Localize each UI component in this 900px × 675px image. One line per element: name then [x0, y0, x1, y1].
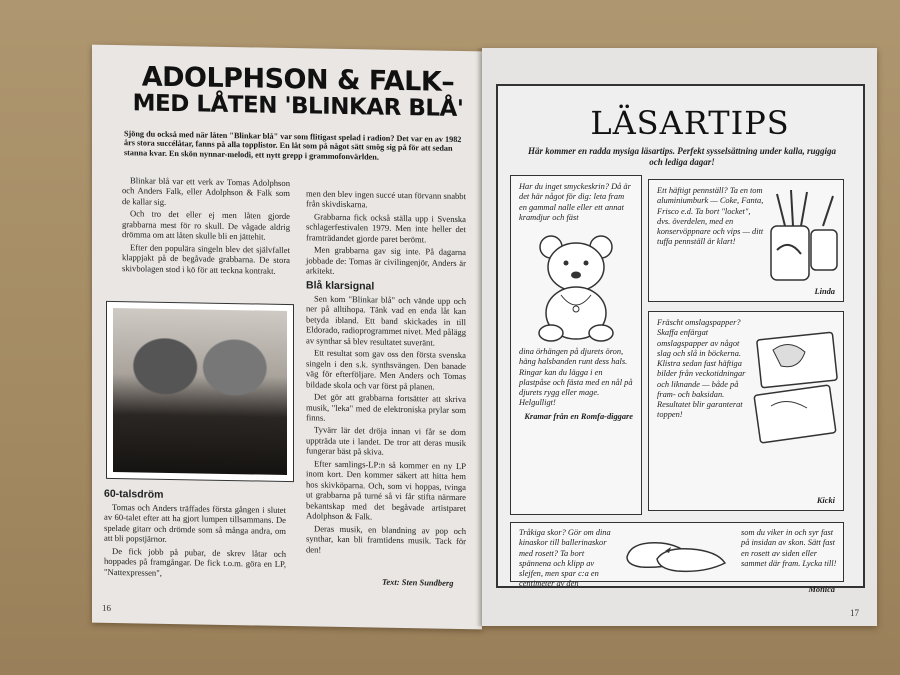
paragraph: Tomas och Anders träffades första gången i slutet av 60-talet efter att ha gjort lumpen tillsammans. De spelade gitarr och drömde som så många andra, om att bli popstjärnor. — [104, 501, 286, 545]
teddy-bear-illustration — [521, 225, 631, 345]
paragraph: Grabbarna fick också ställa upp i Svenska schlagerfestivalen 1979. Men inte heller det framträdandet gjorde paret berömt. — [306, 211, 466, 245]
tip-box-book-cover — [648, 311, 844, 511]
tip-text: Fräscht omslagspapper? Skaffa enfärgat omslagspapper av något slag och slå in böckerna. Klistra sedan fast häftiga bilder från veckotidningar och liknande — både på fram- och baksidan. Resultatet blir garanterat toppen! — [657, 318, 746, 420]
tip-text: Har du inget smyckeskrin? Då är det här något för dig: leta fram en gammal nalle eller ett annat kramdjur och fäst — [519, 182, 631, 222]
paragraph: Efter den populära singeln blev det självfallet klappjakt på de begåvade grabbarna. De stora skivbolagen stod i kö för att teckna kontrakt. — [122, 242, 290, 276]
article-ingress: Sjöng du också med när låten "Blinkar blå" var som flitigast spelad i radion? Det var en av 1982 års stora succélåtar, fanns på alla topplistor. En låt som på något sätt smög sig på för att sedan stanna kvar. En skön nynnar-melodi, ett nytt grepp i grammofonvärlden. — [124, 129, 462, 162]
paragraph: Och tro det eller ej men låten gjorde grabbarna mest för ro skull. De vågade aldrig drömma om att låten skulle bli en jättehit. — [122, 208, 290, 243]
tip-box-jewelry — [510, 175, 642, 515]
article-headline — [128, 63, 468, 121]
article-column-2 — [306, 188, 466, 559]
tips-title: LÄSARTIPS — [590, 104, 790, 142]
tip-box-shoes — [510, 522, 844, 594]
left-page — [92, 45, 482, 630]
tip-signature: Monica — [808, 584, 835, 594]
section-heading: Blå klarsignal — [306, 279, 375, 293]
paragraph: Men grabbarna gav sig inte. På dagarna jobbade de: Tomas är civilingenjör, Anders är arkitekt. — [306, 244, 466, 277]
tip-text: som du viker in och syr fast på insidan av skon. Sätt fast en rosett av siden eller sammet där fram. Lycka till! — [741, 528, 837, 568]
headline-line2: MED LÅTEN 'BLINKAR BLÅ' — [132, 90, 464, 123]
section-heading: 60-talsdröm — [104, 487, 164, 501]
article-column-1 — [122, 175, 290, 278]
tip-signature: Kicki — [816, 495, 835, 505]
tip-text: Ett häftigt pennställ? Ta en tom aluminiumburk — Coke, Fanta, Frisco e.d. Ta bort "locket", dvs. överdelen, med en konservöppnare och vips — ditt tuffa pennställ är klart! — [657, 186, 764, 247]
tip-signature: Kramar från en Romfa-diggare — [524, 411, 633, 421]
band-photo — [106, 301, 294, 482]
ballerina-shoes-illustration — [621, 527, 731, 577]
tip-box-pencil-holder — [648, 179, 844, 302]
tip-text: dina örhängen på djurets öron, häng halsbanden runt dess hals. Ringar kan du lägga i en plastpåse och fästa med en nål på djurets rygg eller mage. Helgulligt! — [519, 347, 633, 408]
paragraph: men den blev ingen succé utan förvann snabbt från skivdiskarna. — [306, 188, 466, 210]
open-magazine — [92, 48, 880, 626]
paragraph: Deras musik, en blandning av pop och synthar, kan bli framtidens musik. Tack för den! — [306, 523, 466, 555]
page-number-left: 16 — [102, 602, 111, 613]
tips-subtitle: Här kommer en radda mysiga läsartips. Perfekt sysselsättning under kalla, ruggiga och lediga dagar! — [527, 146, 837, 168]
band-photo-image — [113, 308, 287, 475]
paragraph: Blinkar blå var ett verk av Tomas Adolphson och Anders Falk, eller Adolphson & Falk som de kallar sig. — [122, 175, 290, 207]
byline: Text: Sten Sundberg — [382, 576, 454, 588]
headline-line1: ADOLPHSON & FALK– — [141, 61, 455, 98]
paragraph: Det gör att grabbarna fortsätter att skriva musik, "leka" med de elektroniska prylar som finns. — [306, 391, 466, 423]
paragraph: Ett resultat som gav oss den första svenska singeln i den s.k. synthsvängen. Den banade väg för efterföljare. Men Anders och Tomas bildade skola och var först på planen. — [306, 347, 466, 392]
tip-text: Tråkiga skor? Gör om dina kinaskor till ballerinaskor med rosett? Ta bort spännena och klipp av slejfen, men spar c:a en centimeter av den — [519, 528, 611, 589]
right-page — [482, 48, 877, 626]
paragraph: Efter samlings-LP:n så kommer en ny LP inom kort. Den kommer säkert att hitta hem hos skivköparna. Och, som vi hoppas, tvinga ut grabbarna på turné så vi får stifta närmare bekantskap med det begåvade artistparet Adolphson & Falk. — [306, 458, 466, 522]
pencil-holder-illustration — [767, 186, 839, 286]
paragraph: Tyvärr lär det dröja innan vi får se dom uppträda ute i landet. De tror att deras musik fungerar bäst på skiva. — [306, 424, 466, 458]
page-number-right: 17 — [850, 608, 859, 618]
books-illustration — [753, 330, 841, 448]
paragraph: De fick jobb på pubar, de skrev låtar och hoppades på framgångar. De fick t.o.m. göra en LP, "Nattexpressen", — [104, 545, 286, 578]
article-column-1-lower — [104, 485, 286, 582]
paragraph: Sen kom "Blinkar blå" och vände upp och ner på alltihopa. Tänk vad en enda låt kan betyda ibland. Ett band skickades in till Eldorado, radioprogrammet nivet. Med pålägg av synthar så blev resultatet suveränt. — [306, 293, 466, 348]
tip-signature: Linda — [814, 286, 835, 296]
